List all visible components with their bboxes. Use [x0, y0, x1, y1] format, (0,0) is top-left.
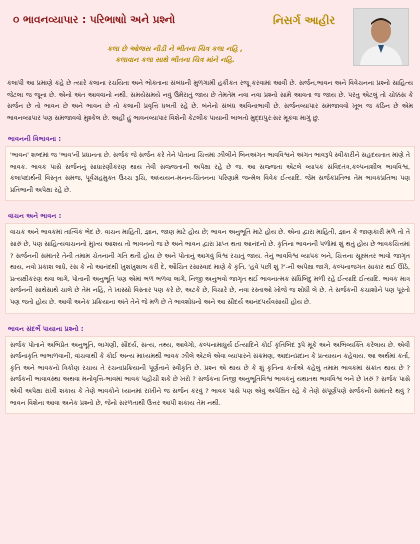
section-basic-questions	[5, 322, 415, 415]
section-reading-and-bhavan	[5, 209, 415, 313]
section-body: 'ભાવન' શબ્દમાં જ 'ભાવ'ની પ્રધાનતા છે. સર્જક જે સર્જન કરે તેને પોતાના ચિત્તમાં ઝીલીને બિનઅંગત ભાવવિશ્વને અંગત ભાવરૂપે સ્વીકારીને સહૃદયતાત માંણે તે ભાવક. ભાવક પાસે સર્જનનું સાધારણીકરણ થાય તેવી સજ્જતાની અપેક્ષા રહે છે જ. આ સજ્જતા એટલે વ્યાપક સંવિદતંત્ર,કલ્પનાશીલ ભાવવિશ્વ, કલાપદાર્થની વિસ્તૃત સમજ, પૂર્વગ્રહમુક્ત ઉચ્ચ રૂચિ, અધ્યયન-મનન-ચિંતનના પરિણામે જન્મેલ વિવેક ઈત્યાદિ. જેમ સર્જકપ્રતિભા તેમ ભાવકપ્રતિભા પણ પ્રતિભાની અપેક્ષા રહે છે.	[5, 146, 415, 201]
author-photo	[353, 8, 409, 66]
section-heading: ભાવનની વિભાવના :	[8, 135, 62, 143]
quote-line-1: કલા છે ઓજસ નીડી ને ભીતના ચિત્ર કલા નહિ ,	[107, 45, 243, 53]
section-heading: વાચન અને ભાવન :	[8, 212, 62, 221]
article-header	[5, 6, 415, 72]
author-name: નિસર્ગ આહીર	[273, 14, 336, 27]
quote-line-2: કલાવાન કલા સાથે ભીતના ચિત્ર માંને નહિ.	[115, 56, 235, 64]
section-body: વાચક અને ભાવકમાં તાત્વિક ભેદ છે. વાચન માહિતી, જ્ઞાન, જાણ માટે હોય છે; ભાવન અનુભૂતિ માટે હોય છે. એના દ્વારા માહિતી, જ્ઞાન કે જાણકારી મળે તો તે સારું છે, પણ સાહિત્યવાચનનો મુખ્ય આશય તો ભાવનનો જ છે અને ભાવન દ્વારા પ્રાપ્ત થતા આનંદનો છે. કૃતિના ભાવનની પળોમાં શું થતું હોય છે ભાવકચિત્તમાં ? સર્જનની સમાંતરે તેની તમામ ચેતનાની ગતિ થતી હોય છે અને પોતાનું આગવું વિશ્વ રચાતું જાય. તેનું ભાવવિશ્વ વ્યાપક બને, ચિત્તના સૂક્ષ્મતર ભાવો જાગૃત થાય, નવો પ્રકાશ લાધે, રસ કે નો આનંદથી ખુશખુશાલ કરી દે, ઔચિત રસાસ્વાદ માણે કે કૃતિ, 'હવે પછી શું ?'-ની અપેક્ષા જાગે, કલ્પનાજગત સાકાર થઈ ઊઠે, પ્રત્યક્ષીકરણ થવા લાગે, પોતાની અનુભૂતિ પણ એમાં ભળ ભળવા લાગે, નિજી અનુભવો જાગૃત થઈ ભાવનાત્મક સંધિબિંદુ મળી રહે ઈત્યાદિ ઈત્યાદિ. ભાવક માત્ર સર્જનની સાથેસાથે ચાલે છે તેમ નહિ, તે ખાસ્સો વિસ્તાર પણ કરે છે, અટકે છે, વિચારે છે, નવા રસ્તાઓ ખોજે જ શોધી લે છે. તે સર્જકની કચાશોને પણ પૂરતો પણ જતો હોય છે. આવી અનેક પ્રક્રિયાના અંતે તેને જે મળે છે તે ભાવશોધનો અને આ સૌંદર્ય આનંદપર્યવસાયી હોય છે.	[5, 223, 415, 313]
section-bhavan-concept	[5, 132, 415, 201]
article-title: ૦ ભાવનવ્યાપાર : પરિભાષાો અને પ્રશ્નો	[13, 14, 176, 26]
opening-quote	[5, 44, 345, 66]
intro-paragraph: કલાપી આ પ્રમાણે કહે છે ત્યારે કલાના રચયિતા અને ભોક્તાના સંબંધની મુળગામી હકીકત રજૂ કરવામાં આવી છે. સર્જન,ભાવન અને વિવેચનના પ્રશ્નો સાહિત્ય જેટલા જ જૂના છે. એનો અંત આવવાનો નથી. સમયેસમયે નવું ઉમેરાતું જાય છે તેમતેમ નવા નવા પ્રશ્નો સામે આવતા જ જાય છે. પરંતુ એટલું તો ચોક્કસ કે સર્જન છે તો ભાવન છે અને ભાવન છે તો કલાની પ્રવૃત્તિ ધબતી રહે છે. બંનેનો સંબંધ અવિનાભાવી છે. સર્જનવ્યાપાર સમજાવવો ખૂબ જ કઠિન છે એમ ભાવનવ્યાપાર પણ સમજાવવો મુશ્કેલ છે. અહીં હું ભાવનવ્યાપાર વિશેની કેટલીક પાયાની બાબતો મુદ્દાપુરઃસર મૂકવા માગું છું.	[7, 79, 413, 122]
section-body: સર્જક પોતાને અભિપ્રેત અનુભૂતિ, લાગણી, સૌંદર્ય, સત્ય, તથ્ય, આવેગો, કલ્પનામાધુર્ય ઈત્યાદિને કોઈ કૃતિબિંદ રૂપે મૂકે અને અભિવ્યક્તિ કરેલાય છે. એવી સર્જનાકૃતિ ભાભાળવાની, વાંચવાથી કે કોઈ અન્ય માધ્યમથી ભાવક ઝીલે એટલે એવા વ્યાપારને સંક્રમણ, આદાનપ્રદાન કે પ્રત્યાયન કહેવાય. આ અર્થમાં કર્તા, કૃતિ અને ભાવકનો ત્રિકોણ રચાય તે રચનાપ્રક્રિયાની પૂર્ણતાને સ્વીકૃતિ છે. પ્રશ્ન એ થાય છે કે શું કૃતિના કર્તાએ કહેલું તમામ ભાવકમાં સંક્રાંત થાય છે ? સર્જકની ભાવાવસ્થા અથવા મનોવૃત્તિ-ભાવમાં ભાવક પહોંચી શકે છે ખરો ? સર્જકના નિજી અનુભૂતિવિશ્વ ભાવકનું યથાતથ ભાવવિશ્વ બને છે ખરું ? સર્જક પાસે એવી અપેક્ષા રાખી શકાય કે તેણે ભાવકોને ધ્યાનમાં રાખીને જ સર્જન કરવું ? ભાવક પાસે પણ એવું અપેક્ષિત રહે કે તેણે સંપૂર્ણપણે સર્જકની સમાંતરે થવું ? ભાવન વિશેના આવા અનેક પ્રશ્નો છે, જેનો સરળતાથી ઉત્તર આપી શકાય તેમ નથી.	[5, 336, 415, 415]
author-portrait-icon	[354, 9, 408, 65]
section-heading: ભાવન સંદર્ભે પાયાના પ્રશ્નો :	[8, 324, 84, 333]
